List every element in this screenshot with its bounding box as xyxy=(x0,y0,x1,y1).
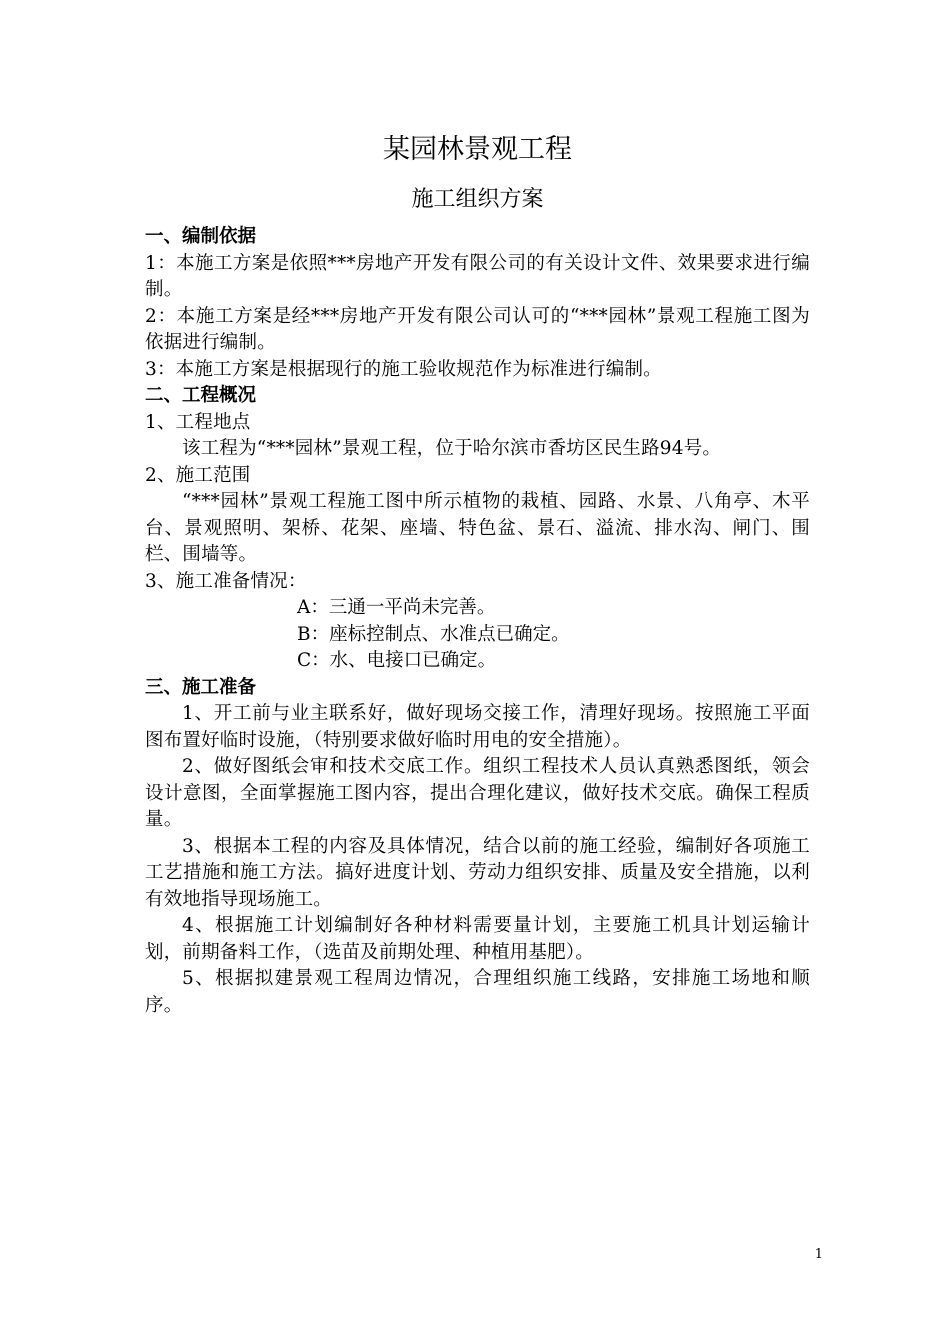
section-heading: 三、施工准备 xyxy=(145,676,257,698)
basis-paragraph-3: 3：本施工方案是根据现行的施工验收规范作为标准进行编制。 xyxy=(145,358,662,380)
document-subtitle: 施工组织方案 xyxy=(411,187,544,212)
document-content xyxy=(145,132,810,1019)
section-heading: 一、编制依据 xyxy=(145,226,257,247)
basis-paragraph-2: 2：本施工方案是经***房地产开发有限公司认可的“***园林”景观工程施工图为依据进行编制。 xyxy=(145,305,810,353)
preparation-choice: B：座标控制点、水准点已确定。 xyxy=(297,623,570,645)
preparation-paragraph-3: 3、根据本工程的内容及具体情况，结合以前的施工经验，编制好各项施工工艺措施和施工方法。搞好进度计划、劳动力组织安排、质量及安全措施，以利有效地指导现场施工。 xyxy=(145,835,810,910)
preparation-paragraph-4: 4、根据施工计划编制好各种材料需要量计划，主要施工机具计划运输计划，前期备料工作，（选苗及前期处理、种植用基肥）。 xyxy=(145,915,810,963)
section-heading: 二、工程概况 xyxy=(145,385,257,406)
preparation-choice: A：三通一平尚未完善。 xyxy=(297,597,496,618)
section-basis xyxy=(145,224,810,383)
page-number: 1 xyxy=(814,1247,823,1262)
preparation-paragraph-1: 1、开工前与业主联系好，做好现场交接工作，清理好现场。按照施工平面图布置好临时设施，（特别要求做好临时用电的安全措施）。 xyxy=(145,703,810,751)
overview-item-label: 2、施工范围 xyxy=(145,464,251,486)
preparation-choice: C：水、电接口已确定。 xyxy=(297,650,497,671)
overview-item-label: 1、工程地点 xyxy=(145,411,251,433)
section-preparation xyxy=(145,675,810,1020)
document-title: 某园林景观工程 xyxy=(383,134,572,165)
preparation-paragraph-2: 2、做好图纸会审和技术交底工作。组织工程技术人员认真熟悉图纸，领会设计意图，全面掌握施工图内容，提出合理化建议，做好技术交底。确保工程质量。 xyxy=(145,756,810,830)
overview-item-label: 3、施工准备情况： xyxy=(145,570,307,592)
preparation-paragraph-5: 5、根据拟建景观工程周边情况，合理组织施工线路，安排施工场地和顺序。 xyxy=(145,968,810,1016)
basis-paragraph-1: 1：本施工方案是依照***房地产开发有限公司的有关设计文件、效果要求进行编制。 xyxy=(145,252,810,300)
overview-scope-text: “***园林”景观工程施工图中所示植物的栽植、园路、水景、八角亭、木平台、景观照明、架桥、花架、座墙、特色盆、景石、溢流、排水沟、闸门、围栏、围墙等。 xyxy=(145,491,810,565)
section-overview xyxy=(145,383,810,675)
overview-location-text: 该工程为“***园林”景观工程，位于哈尔滨市香坊区民生路94号。 xyxy=(182,438,722,459)
